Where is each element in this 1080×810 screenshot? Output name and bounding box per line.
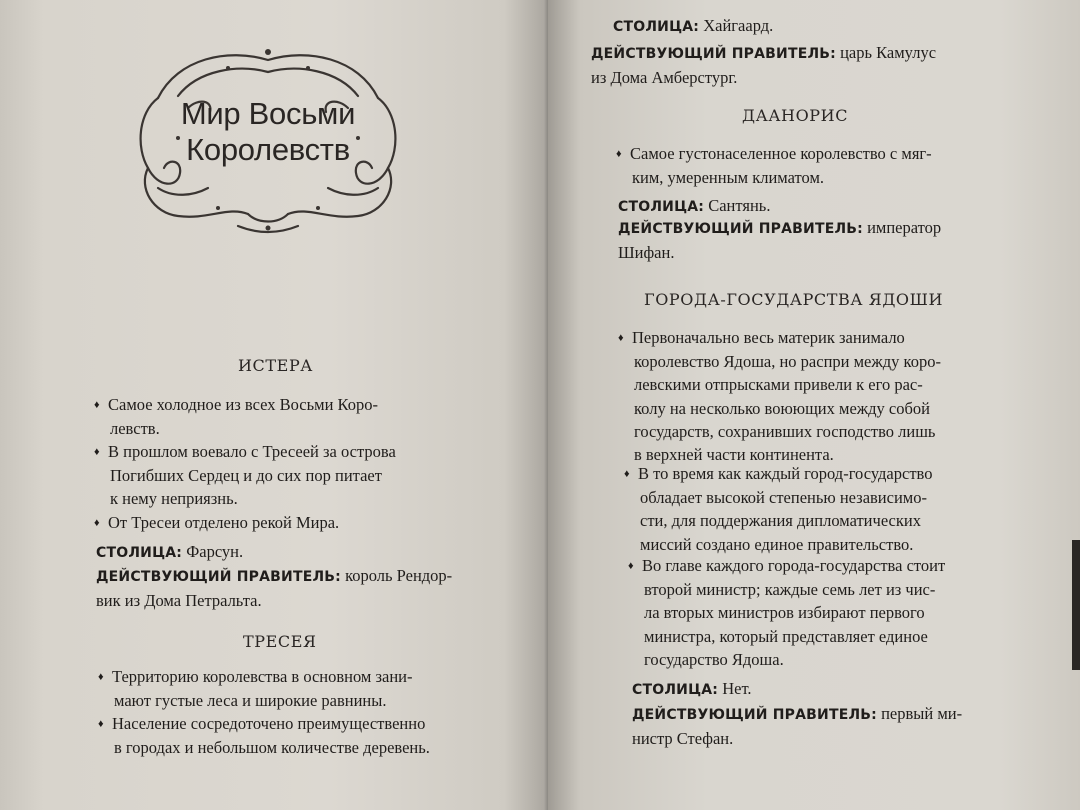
bullet-icon: ♦ <box>624 468 630 480</box>
bullet-icon: ♦ <box>94 399 100 411</box>
yadoshi-bullet-2: ♦ В то время как каждый город-государство обладает высокой степенью независимо- сти, для поддержания дипломатических миссий создано единое правительство. <box>624 464 933 554</box>
daanoris-bullet-1: ♦ Самое густонаселенное королевство с мяг- ким, умеренным климатом. <box>616 144 932 188</box>
section-heading-yadoshi: ГОРОДА-ГОСУДАРСТВА ЯДОШИ <box>644 290 944 309</box>
page-title <box>118 96 418 168</box>
istera-bullet-1: ♦ Самое холодное из всех Восьми Коро- левств. <box>94 395 378 439</box>
bullet-icon: ♦ <box>94 517 100 529</box>
section-heading-treseya: ТРЕСЕЯ <box>243 632 317 651</box>
right-page <box>548 0 1080 810</box>
daanoris-ruler: ДЕЙСТВУЮЩИЙ ПРАВИТЕЛЬ: император Шифан. <box>618 218 942 263</box>
book-edge-marker <box>1072 540 1080 670</box>
prev-capital: СТОЛИЦА: Хайгаард. <box>613 16 774 35</box>
bullet-icon: ♦ <box>616 148 622 160</box>
treseya-bullet-2: ♦ Население сосредоточено преимущественно в городах и небольшом количестве деревень. <box>98 714 430 758</box>
title-line-2: Королевств <box>186 132 350 167</box>
title-line-1: Мир Восьми <box>180 96 356 131</box>
bullet-icon: ♦ <box>98 718 104 730</box>
section-heading-istera: ИСТЕРА <box>238 356 314 375</box>
istera-bullet-3: ♦ От Тресеи отделено рекой Мира. <box>94 511 514 535</box>
istera-ruler: ДЕЙСТВУЮЩИЙ ПРАВИТЕЛЬ: король Рендор- вик из Дома Петральта. <box>96 566 453 611</box>
bullet-icon: ♦ <box>618 332 624 344</box>
yadoshi-capital: СТОЛИЦА: Нет. <box>632 679 752 698</box>
prev-ruler: ДЕЙСТВУЮЩИЙ ПРАВИТЕЛЬ: царь Камулус из Дома Амберстург. <box>591 43 937 88</box>
istera-capital: СТОЛИЦА: Фарсун. <box>96 542 244 561</box>
section-heading-daanoris: ДААНОРИС <box>742 106 849 125</box>
yadoshi-ruler: ДЕЙСТВУЮЩИЙ ПРАВИТЕЛЬ: первый ми- нистр Стефан. <box>632 704 963 749</box>
yadoshi-bullet-3: ♦ Во главе каждого города-государства стоит второй министр; каждые семь лет из чис- ла вторых министров избирают первого министра, который представляет единое государство Ядоша. <box>628 556 946 669</box>
title-ornament <box>118 38 418 238</box>
bullet-icon: ♦ <box>98 671 104 683</box>
daanoris-capital: СТОЛИЦА: Сантянь. <box>618 196 771 215</box>
istera-bullet-2: ♦ В прошлом воевало с Тресеей за острова Погибших Сердец и до сих пор питает к нему неприязнь. <box>94 442 396 509</box>
yadoshi-bullet-1: ♦ Первоначально весь материк занимало королевство Ядоша, но распри между коро- левскими отпрысками привели к его рас- колу на несколько воюющих между собой государств, сохранивших господство лишь в верхней части континента. <box>618 328 941 465</box>
bullet-icon: ♦ <box>628 560 634 572</box>
bullet-icon: ♦ <box>94 446 100 458</box>
treseya-bullet-1: ♦ Территорию королевства в основном зани- мают густые леса и широкие равнины. <box>98 667 413 711</box>
